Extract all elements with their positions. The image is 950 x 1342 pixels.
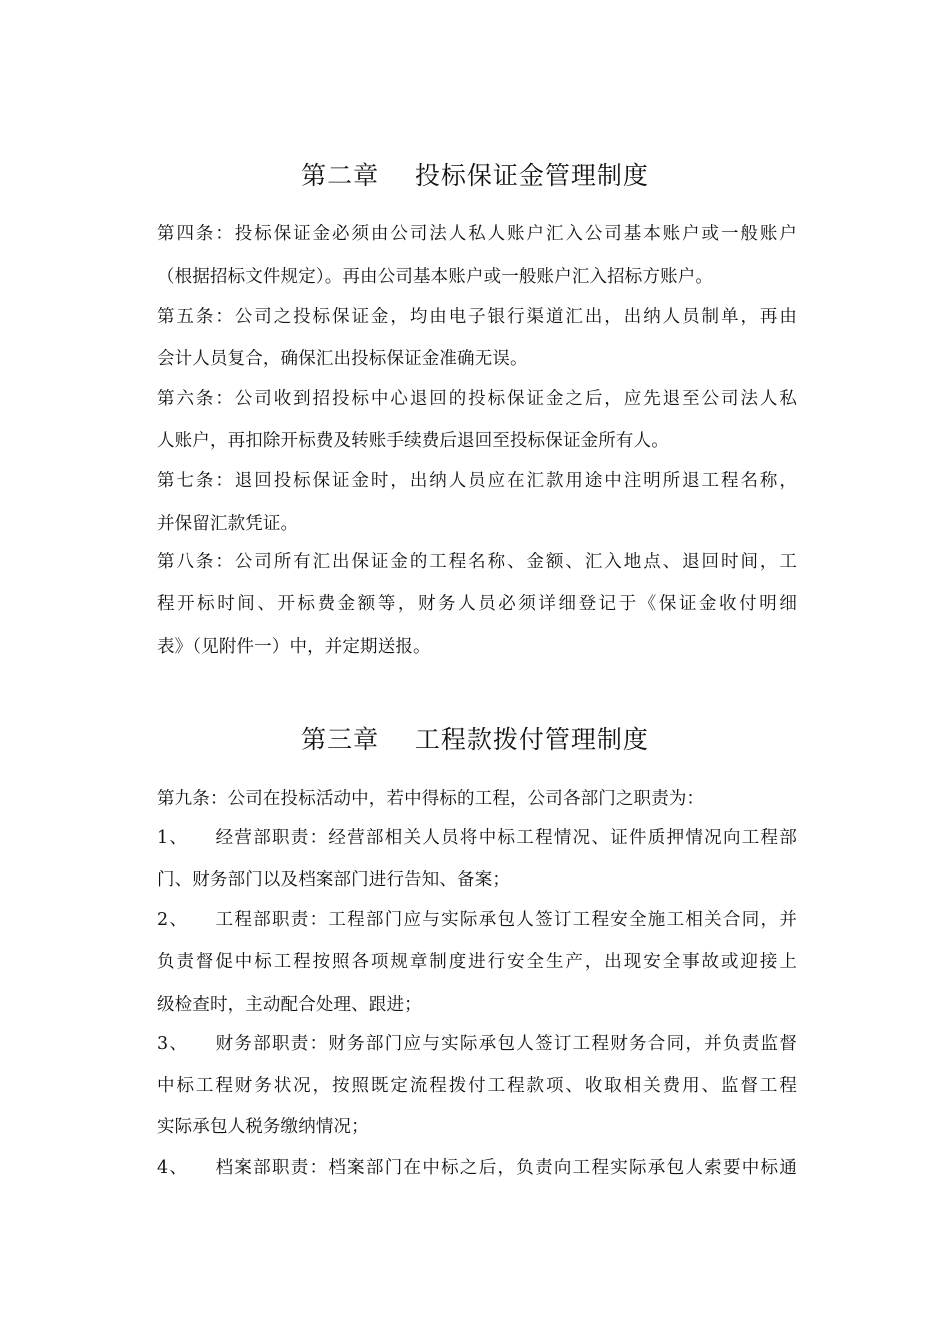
chapter-3-line: 中标工程财务状况，按照既定流程拨付工程款项、收取相关费用、监督工程 [157, 1076, 797, 1096]
chapter-2-line: 第六条：公司收到招投标中心退回的投标保证金之后，应先退至公司法人私 [157, 389, 797, 409]
chapter-3-line: 级检查时，主动配合处理、跟进； [157, 995, 422, 1015]
chapter-3-line: 4、 档案部职责：档案部门在中标之后，负责向工程实际承包人索要中标通 [157, 1158, 797, 1178]
chapter-2-line: 并保留汇款凭证。 [157, 514, 299, 534]
chapter-2-line: 会计人员复合，确保汇出投标保证金准确无误。 [157, 349, 528, 369]
chapter-2-line: 第四条：投标保证金必须由公司法人私人账户汇入公司基本账户或一般账户 [157, 224, 797, 244]
chapter-3-line: 门、财务部门以及档案部门进行告知、备案； [157, 870, 510, 890]
chapter-3-line: 负责督促中标工程按照各项规章制度进行安全生产，出现安全事故或迎接上 [157, 952, 797, 972]
chapter-2-line: （根据招标文件规定）。再由公司基本账户或一般账户汇入招标方账户。 [157, 267, 714, 287]
chapter-3-line: 实际承包人税务缴纳情况； [157, 1117, 369, 1137]
chapter-3-title: 第三章 工程款拨付管理制度 [301, 725, 649, 754]
chapter-3-line: 1、 经营部职责：经营部相关人员将中标工程情况、证件质押情况向工程部 [157, 828, 797, 848]
chapter-2-line: 第七条：退回投标保证金时，出纳人员应在汇款用途中注明所退工程名称， [157, 471, 797, 491]
chapter-2-line: 人账户，再扣除开标费及转账手续费后退回至投标保证金所有人。 [157, 431, 669, 451]
chapter-2-line: 第八条：公司所有汇出保证金的工程名称、金额、汇入地点、退回时间，工 [157, 552, 797, 572]
chapter-2-line: 第五条：公司之投标保证金，均由电子银行渠道汇出，出纳人员制单，再由 [157, 307, 797, 327]
chapter-2-title: 第二章 投标保证金管理制度 [301, 161, 649, 190]
chapter-3-line: 2、 工程部职责：工程部门应与实际承包人签订工程安全施工相关合同，并 [157, 910, 797, 930]
chapter-3-line: 第九条：公司在投标活动中，若中得标的工程，公司各部门之职责为： [157, 789, 705, 809]
chapter-2-line: 表》（见附件一）中，并定期送报。 [157, 637, 431, 657]
chapter-3-line: 3、 财务部职责：财务部门应与实际承包人签订工程财务合同，并负责监督 [157, 1034, 797, 1054]
chapter-2-line: 程开标时间、开标费金额等，财务人员必须详细登记于《保证金收付明细 [157, 594, 797, 614]
